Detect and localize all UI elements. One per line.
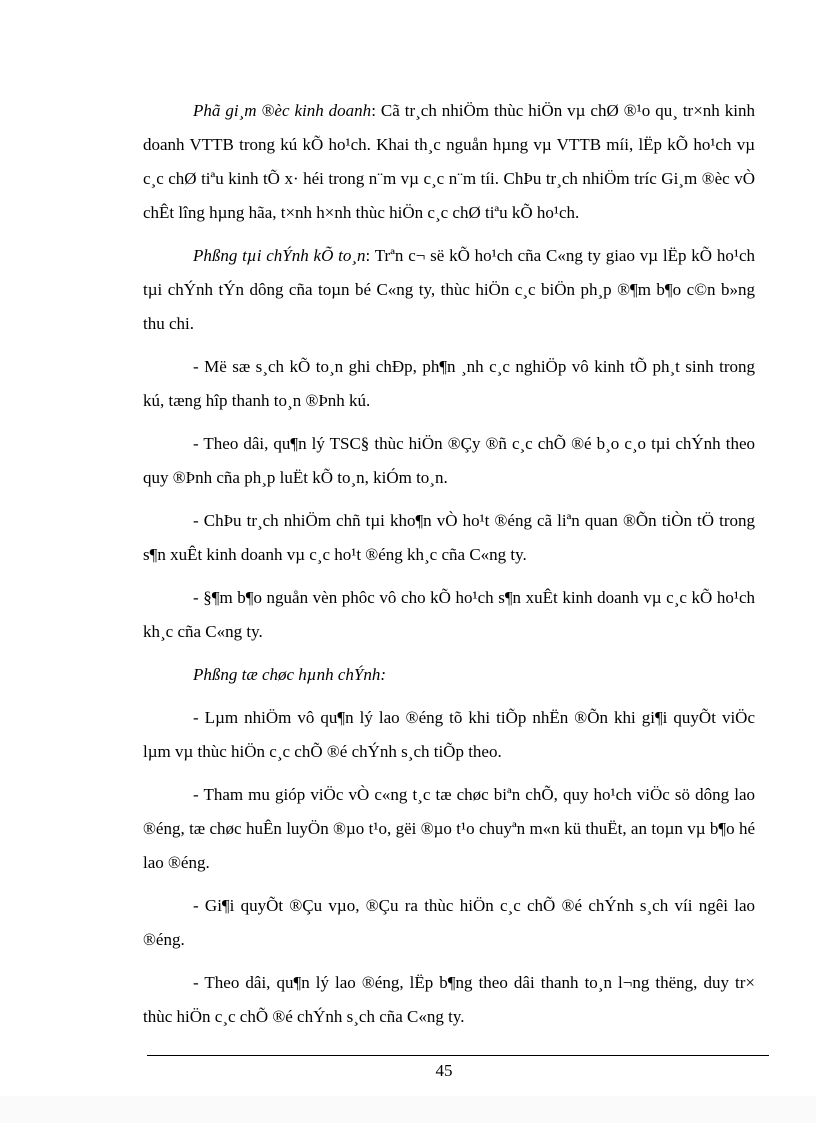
paragraph-text: - Theo dâi, qu¶n lý TSC§ thùc hiÖn ®Çy ®ñ c¸c chÕ ®é b¸o c¸o tµi chÝnh theo quy ®Þnh cña ph¸p luËt kÕ to¸n, kiÓm to¸n. xyxy=(143,434,755,487)
footer-band xyxy=(0,1096,816,1123)
paragraph-finance-dept xyxy=(143,239,755,341)
paragraph-bullet xyxy=(143,504,755,572)
body-text xyxy=(143,94,755,1043)
paragraph-text: - Tham mu gióp viÖc vÒ c«ng t¸c tæ chøc biªn chÕ, quy ho¹ch viÖc sö dông lao ®éng, tæ chøc huÊn luyÖn ®µo t¹o, gëi ®µo t¹o chuyªn m«n kü thuËt, an toµn vµ b¶o hé lao ®éng. xyxy=(143,785,755,872)
footer-divider xyxy=(147,1055,769,1056)
paragraph-lead: Phßng tæ chøc hµnh chÝnh: xyxy=(193,665,386,684)
paragraph-text: - ChÞu tr¸ch nhiÖm chñ tµi kho¶n vÒ ho¹t ®éng cã liªn quan ®Õn tiÒn tÖ trong s¶n xuÊt kinh doanh vµ c¸c ho¹t ®éng kh¸c cña C«ng ty. xyxy=(143,511,755,564)
paragraph-text: - Lµm nhiÖm vô qu¶n lý lao ®éng tõ khi tiÕp nhËn ®Õn khi gi¶i quyÕt viÖc lµm vµ thùc hiÖn c¸c chÕ ®é chÝnh s¸ch tiÕp theo. xyxy=(143,708,755,761)
paragraph-bullet xyxy=(143,581,755,649)
paragraph-lead: Phã gi¸m ®èc kinh doanh xyxy=(193,101,372,120)
paragraph-bullet xyxy=(143,778,755,880)
paragraph-text: - §¶m b¶o nguån vèn phôc vô cho kÕ ho¹ch s¶n xuÊt kinh doanh vµ c¸c kÕ ho¹ch kh¸c cña C«ng ty. xyxy=(143,588,755,641)
page-number: 45 xyxy=(435,1061,453,1080)
paragraph-text: - Theo dâi, qu¶n lý lao ®éng, lËp b¶ng theo dâi thanh to¸n l¬ng thëng, duy tr× thùc hiÖn c¸c chÕ ®é chÝnh s¸ch cña C«ng ty. xyxy=(143,973,755,1026)
paragraph-bullet xyxy=(143,350,755,418)
paragraph-text: - Më sæ s¸ch kÕ to¸n ghi chÐp, ph¶n ¸nh c¸c nghiÖp vô kinh tÕ ph¸t sinh trong kú, tæng hîp thanh to¸n ®Þnh kú. xyxy=(143,357,755,410)
paragraph-bullet xyxy=(143,427,755,495)
paragraph-deputy-director xyxy=(143,94,755,230)
paragraph-text: - Gi¶i quyÕt ®Çu vµo, ®Çu ra thùc hiÖn c¸c chÕ ®é chÝnh s¸ch víi ngêi lao ®éng. xyxy=(143,896,755,949)
paragraph-bullet xyxy=(143,701,755,769)
paragraph-bullet xyxy=(143,889,755,957)
paragraph-text: : Trªn c¬ së kÕ ho¹ch cña C«ng ty giao vµ lËp kÕ ho¹ch tµi chÝnh tÝn dông cña toµn bé C«ng ty, thùc hiÖn c¸c biÖn ph¸p ®¶m b¶o c©n b»ng thu chi. xyxy=(143,246,755,333)
paragraph-lead: Phßng tµi chÝnh kÕ to¸n xyxy=(193,246,366,265)
paragraph-text: : Cã tr¸ch nhiÖm thùc hiÖn vµ chØ ®¹o qu¸ tr×nh kinh doanh VTTB trong kú kÕ ho¹ch. Khai th¸c nguån hµng vµ VTTB míi, lËp kÕ ho¹ch vµ c¸c chØ tiªu kinh tÕ x· héi trong n¨m vµ c¸c n¨m tíi. ChÞu tr¸ch nhiÖm tríc Gi¸m ®èc vÒ chÊt lîng hµng hãa, t×nh h×nh thùc hiÖn c¸c chØ tiªu kÕ ho¹ch. xyxy=(143,101,755,222)
paragraph-bullet xyxy=(143,966,755,1034)
paragraph-hr-dept xyxy=(143,658,755,692)
